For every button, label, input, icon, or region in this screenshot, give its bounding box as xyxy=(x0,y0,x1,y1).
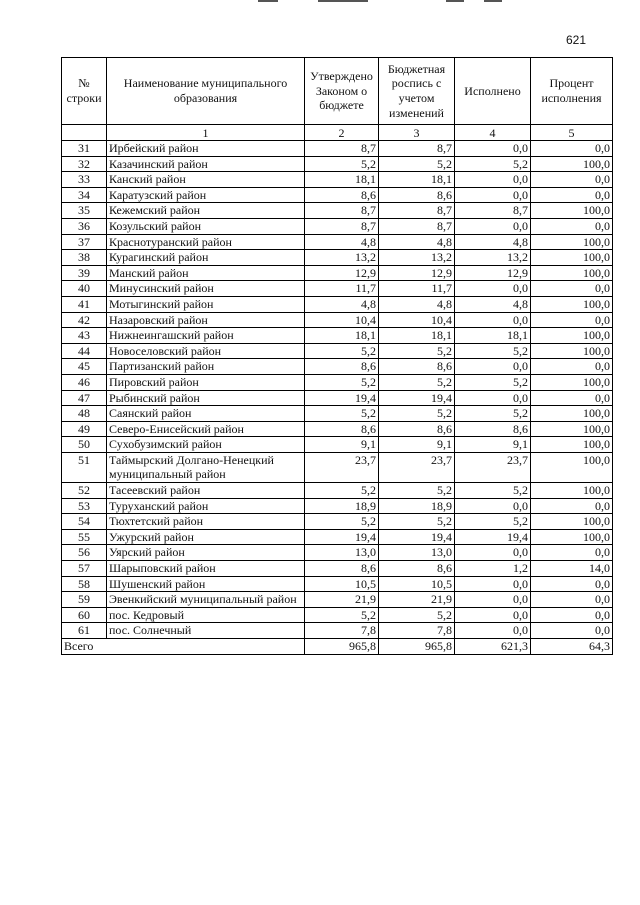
municipality-name: Кежемский район xyxy=(107,203,305,219)
municipality-name: Тасеевский район xyxy=(107,483,305,499)
schedule-value: 8,7 xyxy=(379,203,455,219)
executed-value: 5,2 xyxy=(455,156,531,172)
schedule-value: 8,6 xyxy=(379,359,455,375)
executed-value: 0,0 xyxy=(455,623,531,639)
percent-value: 0,0 xyxy=(531,607,613,623)
approved-value: 8,6 xyxy=(305,561,379,577)
table-row xyxy=(62,156,613,172)
percent-value: 0,0 xyxy=(531,359,613,375)
table-row xyxy=(62,390,613,406)
header-approved: Утверждено Законом о бюджете xyxy=(305,58,379,125)
row-number: 47 xyxy=(62,390,107,406)
schedule-value: 8,6 xyxy=(379,421,455,437)
budget-execution-table xyxy=(61,57,613,655)
approved-value: 18,1 xyxy=(305,328,379,344)
row-number: 31 xyxy=(62,141,107,157)
municipality-name: Партизанский район xyxy=(107,359,305,375)
approved-value: 8,7 xyxy=(305,141,379,157)
table-row xyxy=(62,623,613,639)
table-row xyxy=(62,592,613,608)
table-row xyxy=(62,141,613,157)
schedule-value: 10,5 xyxy=(379,576,455,592)
approved-value: 12,9 xyxy=(305,265,379,281)
row-number: 40 xyxy=(62,281,107,297)
table-row xyxy=(62,203,613,219)
approved-value: 8,7 xyxy=(305,203,379,219)
municipality-name: Ирбейский район xyxy=(107,141,305,157)
percent-value: 0,0 xyxy=(531,545,613,561)
executed-value: 23,7 xyxy=(455,452,531,482)
percent-value: 100,0 xyxy=(531,203,613,219)
municipality-name: Рыбинский район xyxy=(107,390,305,406)
column-number xyxy=(62,125,107,141)
municipality-name: Северо-Енисейский район xyxy=(107,421,305,437)
approved-value: 10,5 xyxy=(305,576,379,592)
approved-value: 19,4 xyxy=(305,529,379,545)
row-number: 46 xyxy=(62,374,107,390)
schedule-value: 5,2 xyxy=(379,514,455,530)
row-number: 60 xyxy=(62,607,107,623)
executed-value: 0,0 xyxy=(455,218,531,234)
schedule-value: 4,8 xyxy=(379,234,455,250)
percent-value: 0,0 xyxy=(531,218,613,234)
row-number: 39 xyxy=(62,265,107,281)
schedule-value: 7,8 xyxy=(379,623,455,639)
row-number: 41 xyxy=(62,296,107,312)
executed-value: 5,2 xyxy=(455,343,531,359)
table-row xyxy=(62,172,613,188)
municipality-name: Тюхтетский район xyxy=(107,514,305,530)
executed-value: 19,4 xyxy=(455,529,531,545)
percent-value: 0,0 xyxy=(531,172,613,188)
municipality-name: Мотыгинский район xyxy=(107,296,305,312)
municipality-name: Краснотуранский район xyxy=(107,234,305,250)
approved-value: 5,2 xyxy=(305,406,379,422)
row-number: 45 xyxy=(62,359,107,375)
percent-value: 100,0 xyxy=(531,421,613,437)
percent-value: 0,0 xyxy=(531,576,613,592)
total-row xyxy=(62,639,613,655)
municipality-name: Новоселовский район xyxy=(107,343,305,359)
approved-value: 13,2 xyxy=(305,250,379,266)
row-number: 54 xyxy=(62,514,107,530)
percent-value: 100,0 xyxy=(531,514,613,530)
row-number: 44 xyxy=(62,343,107,359)
percent-value: 100,0 xyxy=(531,250,613,266)
schedule-value: 8,6 xyxy=(379,187,455,203)
percent-value: 0,0 xyxy=(531,592,613,608)
approved-value: 8,6 xyxy=(305,421,379,437)
executed-value: 0,0 xyxy=(455,545,531,561)
percent-value: 100,0 xyxy=(531,529,613,545)
row-number: 48 xyxy=(62,406,107,422)
schedule-value: 8,7 xyxy=(379,218,455,234)
row-number: 36 xyxy=(62,218,107,234)
percent-value: 100,0 xyxy=(531,343,613,359)
percent-value: 0,0 xyxy=(531,312,613,328)
executed-value: 0,0 xyxy=(455,592,531,608)
schedule-value: 9,1 xyxy=(379,437,455,453)
top-edge-mark xyxy=(484,0,502,2)
table-row xyxy=(62,312,613,328)
executed-value: 8,6 xyxy=(455,421,531,437)
row-number: 42 xyxy=(62,312,107,328)
executed-value: 12,9 xyxy=(455,265,531,281)
row-number: 55 xyxy=(62,529,107,545)
approved-value: 4,8 xyxy=(305,296,379,312)
approved-value: 11,7 xyxy=(305,281,379,297)
schedule-value: 8,7 xyxy=(379,141,455,157)
municipality-name: Шарыповский район xyxy=(107,561,305,577)
header-municipality-name: Наименование муниципального образования xyxy=(107,58,305,125)
schedule-value: 18,1 xyxy=(379,328,455,344)
schedule-value: 19,4 xyxy=(379,529,455,545)
approved-value: 5,2 xyxy=(305,374,379,390)
approved-value: 8,7 xyxy=(305,218,379,234)
table-row xyxy=(62,281,613,297)
approved-value: 23,7 xyxy=(305,452,379,482)
column-number: 3 xyxy=(379,125,455,141)
schedule-value: 5,2 xyxy=(379,406,455,422)
percent-value: 100,0 xyxy=(531,156,613,172)
row-number: 56 xyxy=(62,545,107,561)
executed-value: 0,0 xyxy=(455,359,531,375)
top-edge-mark xyxy=(318,0,368,2)
row-number: 52 xyxy=(62,483,107,499)
executed-value: 18,1 xyxy=(455,328,531,344)
municipality-name: Нижнеингашский район xyxy=(107,328,305,344)
table-row xyxy=(62,421,613,437)
municipality-name: Шушенский район xyxy=(107,576,305,592)
percent-value: 14,0 xyxy=(531,561,613,577)
row-number: 33 xyxy=(62,172,107,188)
executed-value: 0,0 xyxy=(455,141,531,157)
schedule-value: 13,0 xyxy=(379,545,455,561)
municipality-name: Назаровский район xyxy=(107,312,305,328)
municipality-name: Каратузский район xyxy=(107,187,305,203)
table-row xyxy=(62,437,613,453)
percent-value: 0,0 xyxy=(531,498,613,514)
table-row xyxy=(62,374,613,390)
schedule-value: 10,4 xyxy=(379,312,455,328)
schedule-value: 13,2 xyxy=(379,250,455,266)
approved-value: 5,2 xyxy=(305,156,379,172)
header-budget-schedule: Бюджетная роспись с учетом изменений xyxy=(379,58,455,125)
municipality-name: Манский район xyxy=(107,265,305,281)
municipality-name: пос. Солнечный xyxy=(107,623,305,639)
approved-value: 13,0 xyxy=(305,545,379,561)
schedule-value: 5,2 xyxy=(379,343,455,359)
municipality-name: Сухобузимский район xyxy=(107,437,305,453)
table-row xyxy=(62,343,613,359)
schedule-value: 11,7 xyxy=(379,281,455,297)
approved-value: 10,4 xyxy=(305,312,379,328)
table-row xyxy=(62,607,613,623)
schedule-value: 5,2 xyxy=(379,483,455,499)
percent-value: 100,0 xyxy=(531,296,613,312)
municipality-name: Казачинский район xyxy=(107,156,305,172)
municipality-name: Канский район xyxy=(107,172,305,188)
schedule-value: 12,9 xyxy=(379,265,455,281)
table-row xyxy=(62,514,613,530)
row-number: 50 xyxy=(62,437,107,453)
approved-value: 19,4 xyxy=(305,390,379,406)
schedule-value: 21,9 xyxy=(379,592,455,608)
column-number: 1 xyxy=(107,125,305,141)
row-number: 61 xyxy=(62,623,107,639)
executed-value: 0,0 xyxy=(455,607,531,623)
schedule-value: 23,7 xyxy=(379,452,455,482)
row-number: 49 xyxy=(62,421,107,437)
table-row xyxy=(62,545,613,561)
table-row xyxy=(62,234,613,250)
row-number: 43 xyxy=(62,328,107,344)
top-edge-mark xyxy=(258,0,278,2)
approved-value: 5,2 xyxy=(305,483,379,499)
percent-value: 100,0 xyxy=(531,328,613,344)
table-row xyxy=(62,328,613,344)
municipality-name: Эвенкийский муниципальный район xyxy=(107,592,305,608)
row-number: 53 xyxy=(62,498,107,514)
percent-value: 100,0 xyxy=(531,483,613,499)
total-executed: 621,3 xyxy=(455,639,531,655)
page-number: 621 xyxy=(566,33,587,47)
schedule-value: 19,4 xyxy=(379,390,455,406)
row-number: 57 xyxy=(62,561,107,577)
total-schedule: 965,8 xyxy=(379,639,455,655)
executed-value: 13,2 xyxy=(455,250,531,266)
municipality-name: Козульский район xyxy=(107,218,305,234)
schedule-value: 8,6 xyxy=(379,561,455,577)
table-row xyxy=(62,296,613,312)
percent-value: 100,0 xyxy=(531,406,613,422)
table-row xyxy=(62,250,613,266)
executed-value: 0,0 xyxy=(455,312,531,328)
executed-value: 4,8 xyxy=(455,234,531,250)
row-number: 59 xyxy=(62,592,107,608)
table-row xyxy=(62,498,613,514)
executed-value: 0,0 xyxy=(455,498,531,514)
row-number: 37 xyxy=(62,234,107,250)
total-label: Всего xyxy=(62,639,305,655)
approved-value: 18,1 xyxy=(305,172,379,188)
row-number: 38 xyxy=(62,250,107,266)
approved-value: 8,6 xyxy=(305,359,379,375)
municipality-name: пос. Кедровый xyxy=(107,607,305,623)
municipality-name: Таймырский Долгано-Ненецкий муниципальный район xyxy=(107,452,305,482)
table-row xyxy=(62,452,613,482)
executed-value: 0,0 xyxy=(455,576,531,592)
executed-value: 5,2 xyxy=(455,406,531,422)
column-number: 5 xyxy=(531,125,613,141)
executed-value: 0,0 xyxy=(455,172,531,188)
approved-value: 18,9 xyxy=(305,498,379,514)
table-row xyxy=(62,483,613,499)
table-row xyxy=(62,576,613,592)
approved-value: 5,2 xyxy=(305,343,379,359)
approved-value: 5,2 xyxy=(305,514,379,530)
percent-value: 100,0 xyxy=(531,374,613,390)
table-row xyxy=(62,529,613,545)
executed-value: 0,0 xyxy=(455,390,531,406)
total-percent: 64,3 xyxy=(531,639,613,655)
table-row xyxy=(62,561,613,577)
column-number: 4 xyxy=(455,125,531,141)
municipality-name: Туруханский район xyxy=(107,498,305,514)
executed-value: 0,0 xyxy=(455,281,531,297)
table-row xyxy=(62,187,613,203)
row-number: 58 xyxy=(62,576,107,592)
top-edge-mark xyxy=(446,0,464,2)
percent-value: 100,0 xyxy=(531,437,613,453)
header-execution-percent: Процент исполнения xyxy=(531,58,613,125)
table-row xyxy=(62,359,613,375)
schedule-value: 5,2 xyxy=(379,374,455,390)
percent-value: 100,0 xyxy=(531,234,613,250)
column-number-row xyxy=(62,125,613,141)
header-row-number: № строки xyxy=(62,58,107,125)
approved-value: 7,8 xyxy=(305,623,379,639)
executed-value: 1,2 xyxy=(455,561,531,577)
percent-value: 100,0 xyxy=(531,265,613,281)
approved-value: 8,6 xyxy=(305,187,379,203)
schedule-value: 18,1 xyxy=(379,172,455,188)
approved-value: 9,1 xyxy=(305,437,379,453)
municipality-name: Пировский район xyxy=(107,374,305,390)
header-executed: Исполнено xyxy=(455,58,531,125)
schedule-value: 18,9 xyxy=(379,498,455,514)
municipality-name: Ужурский район xyxy=(107,529,305,545)
municipality-name: Уярский район xyxy=(107,545,305,561)
executed-value: 4,8 xyxy=(455,296,531,312)
schedule-value: 5,2 xyxy=(379,156,455,172)
executed-value: 9,1 xyxy=(455,437,531,453)
municipality-name: Саянский район xyxy=(107,406,305,422)
percent-value: 0,0 xyxy=(531,281,613,297)
municipality-name: Минусинский район xyxy=(107,281,305,297)
percent-value: 100,0 xyxy=(531,452,613,482)
percent-value: 0,0 xyxy=(531,390,613,406)
row-number: 51 xyxy=(62,452,107,482)
executed-value: 0,0 xyxy=(455,187,531,203)
percent-value: 0,0 xyxy=(531,187,613,203)
schedule-value: 5,2 xyxy=(379,607,455,623)
schedule-value: 4,8 xyxy=(379,296,455,312)
percent-value: 0,0 xyxy=(531,141,613,157)
executed-value: 5,2 xyxy=(455,514,531,530)
row-number: 35 xyxy=(62,203,107,219)
municipality-name: Курагинский район xyxy=(107,250,305,266)
row-number: 32 xyxy=(62,156,107,172)
approved-value: 5,2 xyxy=(305,607,379,623)
percent-value: 0,0 xyxy=(531,623,613,639)
table-row xyxy=(62,265,613,281)
total-approved: 965,8 xyxy=(305,639,379,655)
approved-value: 4,8 xyxy=(305,234,379,250)
executed-value: 5,2 xyxy=(455,374,531,390)
table-row xyxy=(62,406,613,422)
column-number: 2 xyxy=(305,125,379,141)
executed-value: 5,2 xyxy=(455,483,531,499)
row-number: 34 xyxy=(62,187,107,203)
executed-value: 8,7 xyxy=(455,203,531,219)
header-row xyxy=(62,58,613,125)
approved-value: 21,9 xyxy=(305,592,379,608)
table-row xyxy=(62,218,613,234)
